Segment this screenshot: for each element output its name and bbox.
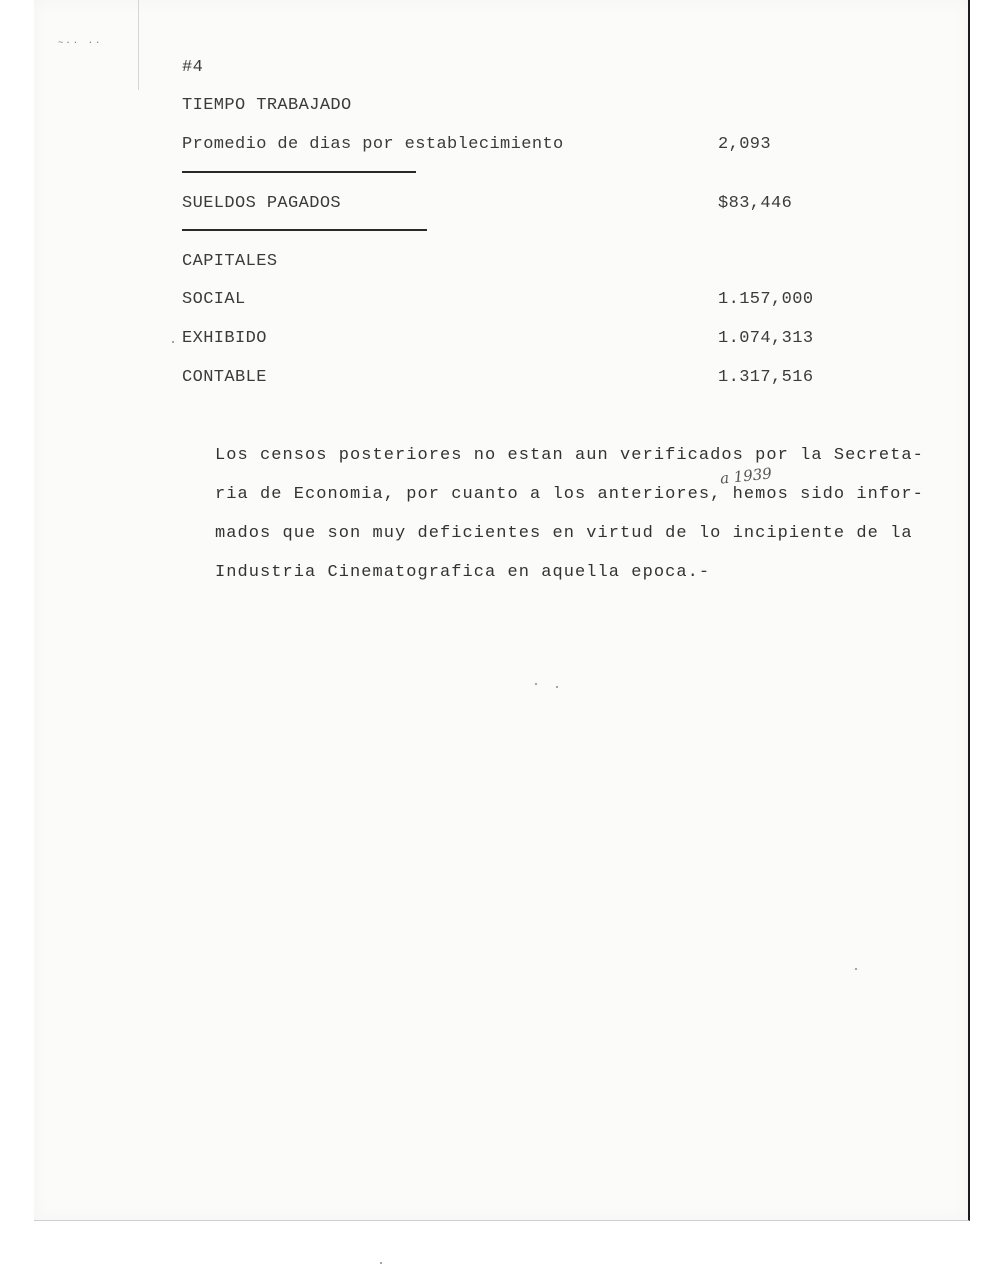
page-number: #4 — [182, 58, 204, 77]
scan-speck — [855, 968, 857, 970]
sueldos-label: SUELDOS PAGADOS — [182, 194, 342, 213]
scan-artifact-line — [138, 0, 139, 90]
capital-row-value: 1.317,516 — [718, 368, 814, 387]
scan-speck — [172, 341, 174, 343]
scan-speck — [535, 683, 537, 685]
scan-speck — [556, 686, 558, 688]
capitales-heading: CAPITALES — [182, 252, 278, 271]
divider-rule-2 — [182, 229, 427, 231]
paragraph-line: Los censos posteriores no estan aun verificados por la Secreta- — [215, 446, 924, 465]
paper-sheet — [34, 0, 970, 1221]
capital-row-label: SOCIAL — [182, 290, 246, 309]
capital-row-label: CONTABLE — [182, 368, 267, 387]
sueldos-value: $83,446 — [718, 194, 793, 213]
paragraph-line: Industria Cinematografica en aquella epoca.- — [215, 563, 711, 582]
capital-row-label: EXHIBIDO — [182, 329, 267, 348]
paragraph-line: mados que son muy deficientes en virtud de lo incipiente de la — [215, 524, 913, 543]
header-scribble: ~·· ·· — [58, 38, 103, 48]
tiempo-label: Promedio de dias por establecimiento — [182, 135, 564, 154]
paragraph-line: ria de Economia, por cuanto a los anteriores, hemos sido infor- — [215, 485, 924, 504]
handwritten-annotation: a 1939 — [719, 464, 773, 488]
capital-row-value: 1.157,000 — [718, 290, 814, 309]
scan-speck — [380, 1262, 382, 1264]
tiempo-value: 2,093 — [718, 135, 772, 154]
divider-rule-1 — [182, 171, 416, 173]
tiempo-heading: TIEMPO TRABAJADO — [182, 96, 352, 115]
capital-row-value: 1.074,313 — [718, 329, 814, 348]
